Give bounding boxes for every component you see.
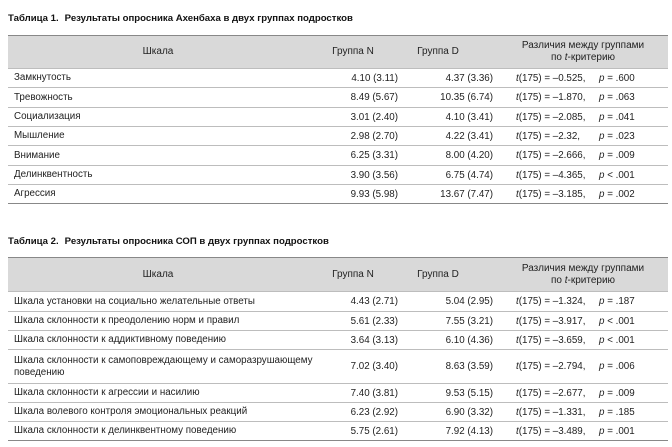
table1-header-scale: Шкала (142, 46, 174, 57)
table-row (8, 402, 668, 421)
row-group-n: 4.43 (2.71) (350, 296, 398, 307)
row-p-value (599, 88, 659, 107)
table-row (8, 107, 668, 126)
table-row (8, 184, 668, 203)
table2-header-group-d: Группа D (417, 268, 459, 280)
t-symbol: t (516, 315, 519, 327)
row-t-stat (516, 69, 606, 87)
row-group-d: 4.22 (3.41) (445, 130, 493, 142)
row-t-stat (516, 166, 606, 184)
row-p-value (599, 166, 659, 184)
row-group-d: 10.35 (6.74) (440, 92, 493, 103)
t-value: (175) = –2.677, (518, 387, 586, 399)
p-symbol: p (599, 334, 605, 346)
table2-caption (8, 236, 329, 247)
table2-header-diff-line1: Различия между группами (521, 262, 645, 274)
row-group-d: 6.90 (3.32) (445, 406, 493, 418)
t-symbol: t (516, 387, 519, 399)
table1-body (8, 68, 668, 203)
t-value: (175) = –2.085, (518, 111, 586, 123)
table-row (8, 87, 668, 107)
row-scale: Мышление (14, 130, 65, 141)
row-group-d: 7.92 (4.13) (445, 425, 493, 437)
t-symbol: t (516, 130, 519, 142)
row-scale: Делинквентность (14, 169, 93, 180)
t-value: (175) = –4.365, (518, 169, 586, 181)
row-scale: Социализация (14, 111, 81, 122)
row-p-value (599, 108, 659, 126)
row-group-d: 8.00 (4.20) (445, 150, 493, 161)
t-symbol: t (516, 361, 519, 372)
t-value: (175) = –1.870, (518, 92, 586, 103)
table1-title: Результаты опросника Ахенбаха в двух группах подростков (64, 13, 353, 24)
row-t-stat (516, 127, 606, 145)
table1-header-diff-line2: по t-критерию (550, 52, 616, 63)
p-value: = .009 (607, 387, 635, 399)
row-p-value (599, 422, 659, 440)
table2-title: Результаты опросника СОП в двух группах подростков (64, 236, 329, 247)
table-row (8, 311, 668, 330)
row-t-stat (516, 350, 606, 383)
t-symbol: t (516, 406, 519, 418)
t-value: (175) = –2.666, (518, 150, 586, 161)
t-symbol: t (516, 425, 519, 437)
row-t-stat (516, 185, 606, 203)
p-symbol: p (599, 387, 605, 399)
p-symbol: p (599, 406, 605, 418)
row-t-stat (516, 88, 606, 107)
t-symbol: t (516, 150, 519, 161)
row-t-stat (516, 108, 606, 126)
p-value: = .006 (607, 361, 635, 372)
t-value: (175) = –0.525, (518, 72, 586, 84)
table1 (8, 35, 668, 204)
t-value: (175) = –3.489, (518, 425, 586, 437)
row-scale: Шкала установки на социально желательные ответы (14, 295, 255, 307)
p-value: = .187 (607, 296, 635, 307)
p-symbol: p (599, 92, 605, 103)
table1-caption (8, 13, 353, 24)
table1-label: Таблица 1. (8, 13, 59, 24)
row-group-n: 4.10 (3.11) (351, 72, 398, 84)
row-p-value (599, 146, 659, 165)
row-group-d: 5.04 (2.95) (445, 296, 493, 307)
table-row (8, 383, 668, 402)
row-scale: Шкала склонности к преодолению норм и правил (14, 315, 240, 326)
row-t-stat (516, 312, 606, 330)
table-row (8, 291, 668, 311)
row-p-value (599, 312, 659, 330)
table1-header-group-d: Группа D (417, 46, 459, 57)
table2-header-group-n: Группа N (332, 268, 374, 280)
p-symbol: p (599, 130, 605, 142)
p-symbol: p (599, 111, 605, 123)
row-p-value (599, 292, 659, 311)
row-scale: Шкала склонности к самоповреждающему и саморазрушающему поведению (14, 354, 313, 378)
p-value: < .001 (607, 334, 635, 346)
table2-header-scale: Шкала (142, 268, 174, 280)
table1-header-diff-line1: Различия между группами (521, 40, 645, 51)
row-p-value (599, 127, 659, 145)
row-scale: Агрессия (14, 188, 56, 199)
row-t-stat (516, 331, 606, 349)
row-scale: Замкнутость (14, 72, 72, 83)
row-t-stat (516, 146, 606, 165)
t-symbol: t (516, 111, 519, 123)
row-t-stat (516, 292, 606, 311)
t-value: (175) = –1.331, (518, 406, 586, 418)
p-symbol: p (599, 150, 605, 161)
row-p-value (599, 350, 659, 383)
t-symbol: t (516, 72, 519, 84)
table2-header-diff (498, 258, 668, 291)
row-group-n: 5.75 (2.61) (350, 425, 398, 437)
p-value: = .185 (607, 406, 635, 418)
row-p-value (599, 185, 659, 203)
p-symbol: p (599, 425, 605, 437)
row-group-d: 6.75 (4.74) (445, 169, 493, 181)
row-group-n: 3.64 (3.13) (350, 334, 398, 346)
table1-header-diff (498, 36, 668, 68)
p-symbol: p (599, 72, 605, 84)
table-row (8, 145, 668, 165)
row-p-value (599, 384, 659, 402)
row-p-value (599, 403, 659, 421)
table1-header-group-n: Группа N (332, 46, 374, 57)
table2-header-diff-line2: по t-критерию (550, 274, 616, 286)
t-symbol: t (516, 188, 519, 200)
table2-header (8, 258, 668, 291)
row-group-n: 9.93 (5.98) (350, 188, 398, 200)
table2-label: Таблица 2. (8, 236, 59, 247)
row-scale: Внимание (14, 149, 60, 161)
row-group-n: 7.40 (3.81) (350, 387, 398, 399)
row-t-stat (516, 403, 606, 421)
row-t-stat (516, 384, 606, 402)
table-row (8, 165, 668, 184)
row-scale: Шкала склонности к аддиктивному поведению (14, 334, 226, 345)
row-group-d: 8.63 (3.59) (445, 361, 493, 372)
table-row (8, 330, 668, 349)
p-value: = .002 (607, 188, 635, 200)
row-group-d: 6.10 (4.36) (445, 334, 493, 346)
row-t-stat (516, 422, 606, 440)
p-symbol: p (599, 169, 605, 181)
table1-header (8, 36, 668, 68)
t-symbol: t (516, 296, 519, 307)
p-value: = .041 (607, 111, 635, 123)
row-group-n: 6.23 (2.92) (350, 406, 398, 418)
row-scale: Шкала склонности к агрессии и насилию (14, 387, 200, 398)
p-value: = .009 (607, 150, 635, 161)
t-value: (175) = –3.917, (518, 315, 586, 327)
row-group-d: 4.10 (3.41) (445, 111, 493, 123)
t-value: (175) = –3.185, (518, 188, 586, 200)
table-row (8, 126, 668, 145)
t-value: (175) = –3.659, (518, 334, 586, 346)
row-group-n: 2.98 (2.70) (350, 130, 398, 142)
row-group-n: 7.02 (3.40) (350, 361, 398, 372)
t-symbol: t (516, 92, 519, 103)
row-group-n: 3.01 (2.40) (350, 111, 398, 123)
p-value: < .001 (607, 315, 635, 327)
row-group-d: 9.53 (5.15) (445, 387, 493, 399)
table-row (8, 68, 668, 87)
table-row (8, 421, 668, 440)
p-symbol: p (599, 188, 605, 200)
t-symbol: t (516, 334, 519, 346)
p-symbol: p (599, 315, 605, 327)
p-value: = .023 (607, 130, 635, 142)
t-value: (175) = –2.32, (518, 130, 581, 142)
row-group-n: 6.25 (3.31) (350, 150, 398, 161)
row-group-d: 7.55 (3.21) (445, 315, 493, 327)
row-p-value (599, 331, 659, 349)
table2-body (8, 291, 668, 440)
row-scale: Шкала склонности к делинквентному поведению (14, 425, 237, 436)
row-scale: Шкала волевого контроля эмоциональных реакций (14, 406, 248, 417)
row-group-d: 13.67 (7.47) (440, 188, 493, 200)
row-group-n: 8.49 (5.67) (350, 92, 398, 103)
row-scale: Тревожность (14, 91, 73, 103)
row-group-n: 5.61 (2.33) (350, 315, 398, 327)
t-value: (175) = –2.794, (518, 361, 586, 372)
table-row (8, 349, 668, 383)
p-value: < .001 (607, 169, 635, 181)
p-symbol: p (599, 296, 605, 307)
row-group-n: 3.90 (3.56) (350, 169, 398, 181)
row-p-value (599, 69, 659, 87)
p-value: = .600 (607, 72, 635, 84)
p-value: = .001 (607, 425, 635, 437)
p-symbol: p (599, 361, 605, 372)
t-value: (175) = –1.324, (518, 296, 586, 307)
p-value: = .063 (607, 92, 635, 103)
t-symbol: t (516, 169, 519, 181)
row-group-d: 4.37 (3.36) (445, 72, 493, 84)
table2 (8, 257, 668, 441)
